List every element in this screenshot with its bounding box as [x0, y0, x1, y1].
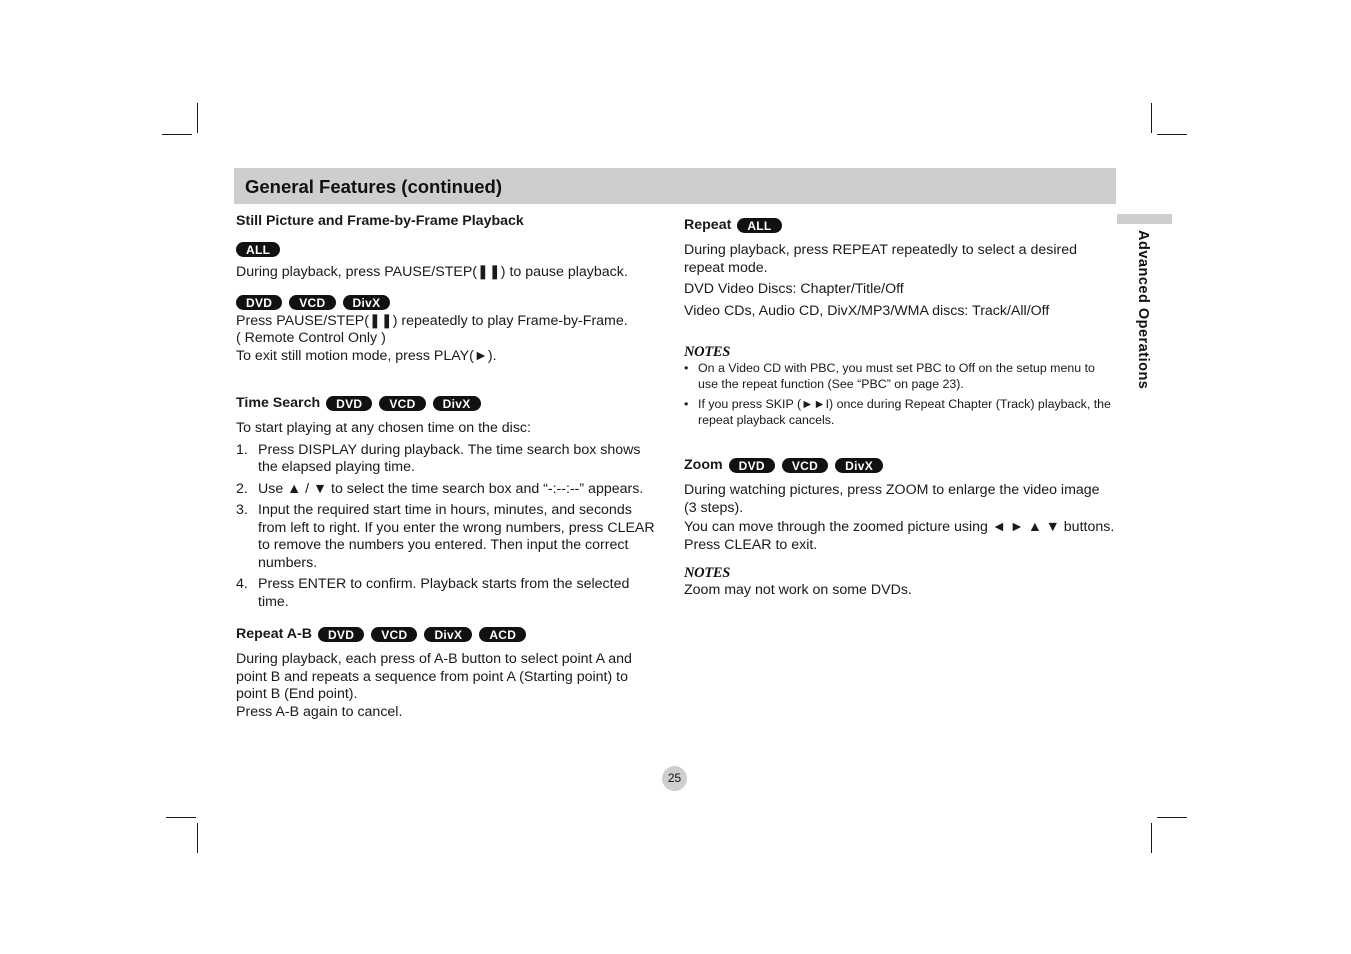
step-number: 1.	[236, 441, 248, 458]
badge-divx: DivX	[424, 627, 472, 642]
badge-vcd: VCD	[289, 295, 335, 310]
zoom-heading	[684, 456, 1116, 474]
note-text: If you press SKIP (►►I) once during Repeat Chapter (Track) playback, the repeat playback cancels.	[698, 397, 1111, 427]
zoom-text: During watching pictures, press ZOOM to enlarge the video image (3 steps).	[684, 482, 1100, 516]
zoom-exit-text: Press CLEAR to exit.	[684, 536, 818, 553]
left-column	[236, 212, 656, 721]
time-search-heading	[236, 394, 656, 412]
still-picture-disc-badges	[236, 295, 656, 310]
step-text: Use ▲ / ▼ to select the time search box and “-:--:--” appears.	[258, 480, 644, 497]
badge-vcd: VCD	[379, 396, 425, 411]
step-text: Press ENTER to confirm. Playback starts from the selected time.	[258, 576, 630, 610]
still-exit-text: To exit still motion mode, press PLAY(►).	[236, 347, 497, 364]
list-item	[236, 442, 656, 477]
badge-dvd: DVD	[236, 295, 282, 310]
repeat-ab-cancel-text: Press A-B again to cancel.	[236, 703, 403, 720]
crop-mark	[1151, 823, 1152, 853]
list-item	[236, 481, 656, 499]
crop-mark	[1151, 103, 1152, 133]
repeat-ab-text: During playback, each press of A-B button to select point A and point B and repeats a sequence from point A (Starting point) to point B (End point).	[236, 651, 632, 702]
section-banner	[234, 168, 1116, 204]
crop-mark	[1157, 134, 1187, 135]
badge-divx: DivX	[835, 458, 883, 473]
repeat-notes	[684, 344, 1116, 428]
zoom-navigate-text: You can move through the zoomed picture using ◄ ► ▲ ▼ buttons.	[684, 519, 1115, 535]
repeat-dvd-modes: DVD Video Discs: Chapter/Title/Off	[684, 281, 904, 297]
crop-mark	[162, 134, 192, 135]
crop-mark	[166, 817, 196, 818]
zoom-notes	[684, 565, 1116, 600]
badge-vcd: VCD	[782, 458, 828, 473]
crop-mark	[197, 103, 198, 133]
list-item	[684, 397, 1116, 428]
badge-dvd: DVD	[326, 396, 372, 411]
side-tab-bar	[1117, 214, 1172, 224]
list-item	[684, 361, 1116, 392]
repeat-title: Repeat	[684, 217, 732, 233]
badge-all: ALL	[737, 218, 781, 233]
right-column	[684, 216, 1116, 600]
repeat-text: During playback, press REPEAT repeatedly to select a desired repeat mode.	[684, 242, 1077, 276]
badge-divx: DivX	[343, 295, 391, 310]
step-number: 3.	[236, 502, 248, 518]
time-search-intro: To start playing at any chosen time on the disc:	[236, 420, 531, 436]
badge-divx: DivX	[433, 396, 481, 411]
repeat-heading	[684, 216, 1116, 234]
zoom-title: Zoom	[684, 457, 723, 473]
list-item	[236, 502, 656, 572]
notes-title: NOTES	[684, 344, 731, 360]
note-text: On a Video CD with PBC, you must set PBC to Off on the setup menu to use the repeat function (See “PBC” on page 23).	[698, 361, 1095, 391]
page-number: 25	[662, 766, 687, 791]
time-search-steps	[236, 442, 656, 612]
page-title: General Features (continued)	[245, 176, 502, 197]
repeat-ab-heading	[236, 625, 656, 643]
bullet-icon: •	[684, 397, 689, 411]
zoom-note-text: Zoom may not work on some DVDs.	[684, 582, 912, 598]
step-number: 4.	[236, 576, 248, 592]
still-picture-title: Still Picture and Frame-by-Frame Playback	[236, 213, 524, 229]
repeat-ab-title: Repeat A-B	[236, 626, 312, 642]
side-tab-label: Advanced Operations	[1135, 230, 1151, 390]
still-picture-all-badges	[236, 242, 656, 257]
step-number: 2.	[236, 480, 248, 497]
list-item	[236, 576, 656, 611]
notes-title: NOTES	[684, 565, 731, 581]
badge-vcd: VCD	[371, 627, 417, 642]
badge-dvd: DVD	[318, 627, 364, 642]
crop-mark	[197, 823, 198, 853]
still-frame-text: Press PAUSE/STEP(❚❚) repeatedly to play Frame-by-Frame.	[236, 312, 628, 329]
step-text: Input the required start time in hours, minutes, and seconds from left to right. If you enter the wrong numbers, press CLEAR to remove the numbers you entered. Then input the correct numbers.	[258, 502, 655, 571]
step-text: Press DISPLAY during playback. The time search box shows the elapsed playing time.	[258, 441, 641, 475]
still-pause-text: During playback, press PAUSE/STEP(❚❚) to pause playback.	[236, 264, 628, 280]
badge-all: ALL	[236, 242, 280, 257]
bullet-icon: •	[684, 361, 689, 375]
still-remote-only-text: ( Remote Control Only )	[236, 330, 386, 346]
crop-mark	[1157, 817, 1187, 818]
badge-dvd: DVD	[729, 458, 775, 473]
badge-acd: ACD	[479, 627, 526, 642]
time-search-title: Time Search	[236, 395, 321, 411]
still-picture-heading	[236, 212, 656, 230]
repeat-vcd-modes: Video CDs, Audio CD, DivX/MP3/WMA discs: Track/All/Off	[684, 302, 1050, 319]
